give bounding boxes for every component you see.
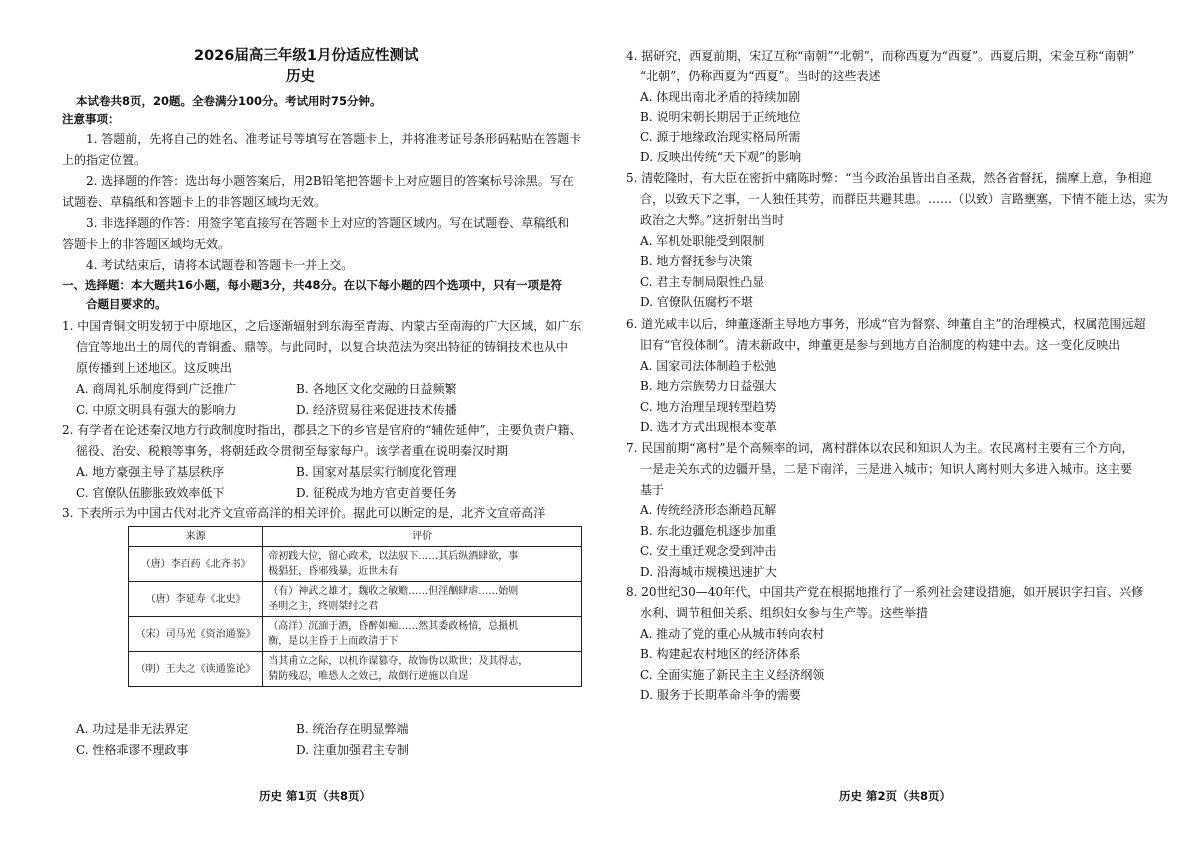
notes-title: 注意事项：	[62, 112, 120, 126]
question-5-option-d: D. 官僚队伍腐朽不堪	[640, 295, 753, 309]
question-7-option-c: C. 安土重迁观念受到冲击	[640, 544, 777, 558]
question-2-option-d: D. 征税成为地方官吏首要任务	[296, 486, 457, 500]
evaluation-line: 当其甫立之际，以机诈谋篡夺，故饰伪以欺世；及其得志，	[268, 656, 529, 667]
question-5-option-b: B. 地方督抚参与决策	[640, 254, 753, 268]
table-row	[129, 582, 582, 617]
table-cell-source: （唐）李百药《北齐书》	[129, 547, 263, 582]
table-cell-evaluation	[263, 617, 582, 652]
question-6-option-b: B. 地方宗族势力日益强大	[640, 379, 777, 393]
evaluation-line: （高洋）沉湎于酒，昏醉如痴……然其委政杨愔，总摄机	[268, 621, 519, 632]
question-1-option-b: B. 各地区文化交融的日益频繁	[296, 382, 457, 396]
note-line: 答题卡上的非答题区域均无效。	[62, 237, 231, 251]
question-2-stem: 徭役、治安、税粮等事务，将朝廷政令贯彻至每家每户。该学者重在说明秦汉时期	[76, 444, 509, 458]
question-1-option-c: C. 中原文明具有强大的影响力	[76, 403, 237, 417]
question-7-option-a: A. 传统经济形态渐趋瓦解	[640, 503, 777, 517]
question-3-option-c: C. 性格乖谬不理政事	[76, 743, 189, 757]
question-6-option-a: A. 国家司法体制趋于松弛	[640, 359, 777, 373]
question-2-option-c: C. 官僚队伍膨胀致效率低下	[76, 486, 225, 500]
table-header: 来源	[129, 527, 263, 547]
question-8-option-d: D. 服务于长期革命斗争的需要	[640, 688, 801, 702]
question-4-option-d: D. 反映出传统“天下观”的影响	[640, 150, 802, 164]
question-5-stem: 政治之大弊。”这折射出当时	[640, 213, 785, 227]
section-heading: 一、选择题：本大题共16小题，每小题3分，共48分。在以下每小题的四个选项中，只有一项是符	[62, 278, 563, 292]
evaluation-line: 圣明之主，终则桀纣之君	[268, 601, 379, 612]
question-8-stem: 水利、调节租佃关系、组织妇女参与生产等。这些举措	[640, 606, 929, 620]
table-header-row	[129, 527, 582, 547]
table-header: 评价	[263, 527, 582, 547]
table-cell-evaluation	[263, 652, 582, 687]
question-8-option-a: A. 推动了党的重心从城市转向农村	[640, 627, 825, 641]
question-6-option-d: D. 选才方式出现根本变革	[640, 420, 777, 434]
question-4-stem: “北朝”，仍称西夏为“西夏”。当时的这些表述	[640, 69, 881, 83]
note-line: 1. 答题前，先将自己的姓名、准考证号等填写在答题卡上，并将准考证号条形码粘贴在答题卡	[86, 132, 582, 146]
table-row	[129, 547, 582, 582]
question-7-stem: 基于	[640, 483, 665, 497]
question-7-option-d: D. 沿海城市规模迅速扩大	[640, 565, 777, 579]
question-1-stem: 信宜等地出土的周代的青铜盉、鼎等。与此同时，以复合块范法为突出特征的铸铜技术也从中	[76, 340, 569, 354]
question-2-stem: 2. 有学者在论述秦汉地方行政制度时指出，郡县之下的乡官是官府的“辅佐延伸”，主要负责户籍、	[62, 423, 582, 437]
exam-info: 本试卷共8页，20题。全卷满分100分。考试用时75分钟。	[76, 94, 382, 108]
question-6-option-c: C. 地方治理呈现转型趋势	[640, 400, 777, 414]
evaluation-table	[128, 526, 582, 687]
exam-title: 2026届高三年级1月份适应性测试	[194, 48, 419, 64]
question-3-stem: 3. 下表所示为中国古代对北齐文宣帝高洋的相关评价。据此可以断定的是，北齐文宣帝高洋	[62, 506, 546, 520]
question-1-stem: 原传播到上述地区。这反映出	[76, 361, 233, 375]
question-5-option-c: C. 君主专制局限性凸显	[640, 275, 765, 289]
question-5-option-a: A. 军机处职能受到限制	[640, 234, 765, 248]
table-row	[129, 617, 582, 652]
evaluation-line: 猜防残忍，唯恐人之效己，故倒行逆施以自逞	[268, 671, 469, 682]
question-7-stem: 一是走关东式的边疆开垦，二是下南洋，三是进入城市；知识人离村则大多进入城市。这主要	[640, 462, 1133, 476]
section-heading: 合题目要求的。	[86, 297, 167, 311]
question-7-option-b: B. 东北边疆危机逐步加重	[640, 524, 777, 538]
evaluation-line: 帝初践大位，留心政术，以法驭下……其后纵酒肆欲，事	[268, 551, 519, 562]
table-cell-evaluation	[263, 547, 582, 582]
page-footer: 历史 第1页（共8页）	[259, 789, 372, 803]
question-4-option-b: B. 说明宋朝长期居于正统地位	[640, 110, 801, 124]
note-line: 试题卷、草稿纸和答题卡上的非答题区域均无效。	[62, 195, 327, 209]
note-line: 2. 选择题的作答：选出每小题答案后，用2B铅笔把答题卡上对应题目的答案标号涂黑。写在	[86, 174, 574, 188]
table-cell-source: （明）王夫之《读通鉴论》	[129, 652, 263, 687]
question-2-option-a: A. 地方豪强主导了基层秩序	[76, 465, 225, 479]
question-4-stem: 4. 据研究，西夏前期，宋辽互称“南朝”“北朝”，而称西夏为“西夏”。西夏后期，宋金互称“南朝”	[626, 49, 1135, 63]
question-6-stem: 旧有“官役体制”。清末新政中，绅董更是参与到地方自治制度的构建中去。这一变化反映出	[640, 338, 1121, 352]
evaluation-line: （有）神武之雄才，魏收之敏赡……但淫酗肆虐……始则	[268, 586, 519, 597]
question-6-stem: 6. 道光咸丰以后，绅董逐渐主导地方事务，形成“官为督察、绅董自主”的治理模式，权属范围远超	[626, 317, 1146, 331]
question-5-stem: 合，以致天下之事，一人独任其劳，而群臣共避其患。……（以致）言路壅塞，下情不能上达，实为	[640, 192, 1169, 206]
evaluation-line: 极猖狂，昏邪残暴，近世未有	[268, 566, 399, 577]
table-cell-source: （宋）司马光《资治通鉴》	[129, 617, 263, 652]
question-4-option-c: C. 源于地缘政治现实格局所需	[640, 130, 801, 144]
table-row	[129, 652, 582, 687]
question-3-option-b: B. 统治存在明显弊端	[296, 722, 409, 736]
note-line: 上的指定位置。	[62, 153, 147, 167]
question-2-option-b: B. 国家对基层实行制度化管理	[296, 465, 457, 479]
table-cell-evaluation	[263, 582, 582, 617]
question-7-stem: 7. 民国前期“离村”是个高频率的词，离村群体以农民和知识人为主。农民离村主要有三个方向，	[626, 441, 1134, 455]
question-4-option-a: A. 体现出南北矛盾的持续加剧	[640, 90, 801, 104]
question-8-stem: 8. 20世纪30—40年代，中国共产党在根据地推行了一系列社会建设措施，如开展识字扫盲、兴修	[626, 585, 1144, 599]
subject-title: 历史	[286, 69, 315, 85]
question-3-option-d: D. 注重加强君主专制	[296, 743, 409, 757]
question-1-option-a: A. 商周礼乐制度得到广泛推广	[76, 382, 237, 396]
page-footer: 历史 第2页（共8页）	[839, 789, 952, 803]
table-cell-source: （唐）李延寿《北史》	[129, 582, 263, 617]
question-5-stem: 5. 清乾隆时，有大臣在密折中痛陈时弊：“当今政治虽皆出自圣裁，然各省督抚，揣摩上意，争相迎	[626, 171, 1152, 185]
note-line: 4. 考试结束后，请将本试题卷和答题卡一并上交。	[86, 258, 354, 272]
evaluation-line: 衡，是以主昏于上而政清于下	[268, 636, 399, 647]
question-1-stem: 1. 中国青铜文明发轫于中原地区，之后逐渐辐射到东海至青海、内蒙古至南海的广大区域，如广东	[62, 319, 582, 333]
question-1-option-d: D. 经济贸易往来促进技术传播	[296, 403, 457, 417]
note-line: 3. 非选择题的作答：用签字笔直接写在答题卡上对应的答题区域内。写在试题卷、草稿纸和	[86, 216, 570, 230]
question-8-option-c: C. 全面实施了新民主主义经济纲领	[640, 668, 825, 682]
question-3-option-a: A. 功过是非无法界定	[76, 722, 189, 736]
question-8-option-b: B. 构建起农村地区的经济体系	[640, 647, 801, 661]
